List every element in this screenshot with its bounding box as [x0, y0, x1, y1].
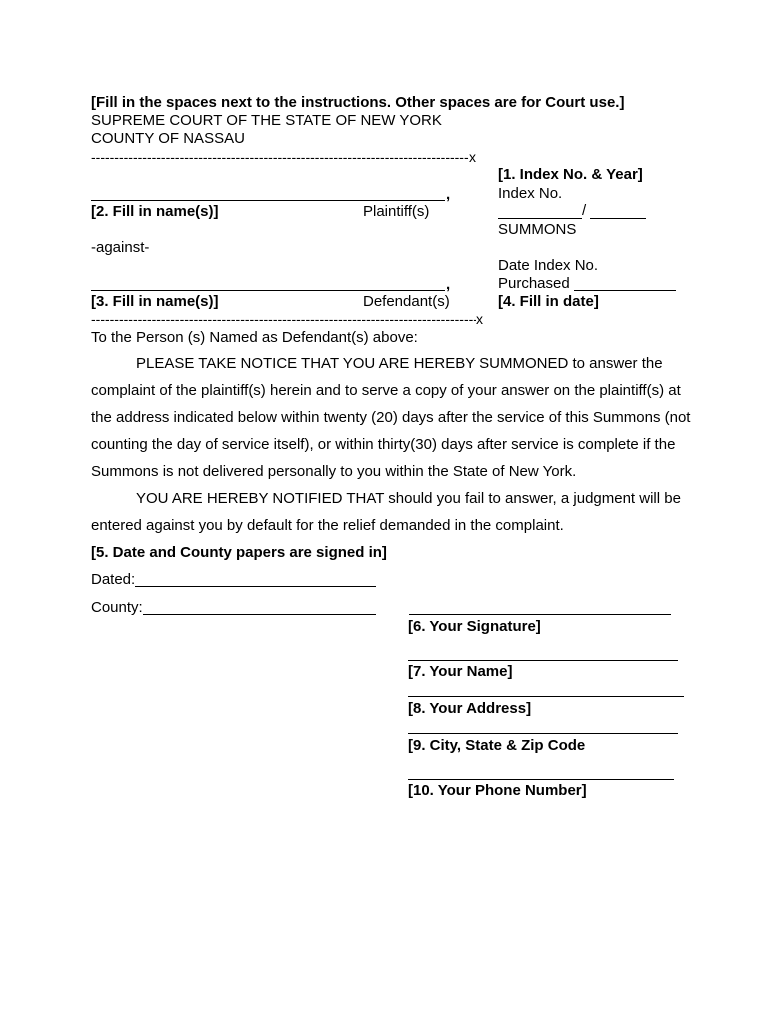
summons-label: SUMMONS	[498, 221, 577, 238]
caption-top-x: x	[469, 149, 476, 165]
notice-line: counting the day of service itself), or within thirty(30) days after service is complete if the	[91, 436, 676, 453]
address-instruction: [8. Your Address]	[408, 700, 532, 717]
purchased-label: Purchased	[498, 275, 570, 292]
court-name: SUPREME COURT OF THE STATE OF NEW YORK	[91, 112, 442, 129]
address-field[interactable]	[408, 696, 684, 697]
date-index-label: Date Index No.	[498, 257, 599, 274]
index-slash: /	[582, 202, 587, 219]
county-name: COUNTY OF NASSAU	[91, 130, 245, 147]
county-field[interactable]	[143, 614, 376, 615]
index-number-field[interactable]	[498, 218, 582, 219]
defendant-comma: ,	[446, 276, 451, 293]
date-county-instruction: [5. Date and County papers are signed in]	[91, 544, 387, 561]
plaintiff-instruction: [2. Fill in name(s)]	[91, 203, 219, 220]
name-instruction: [7. Your Name]	[408, 663, 513, 680]
notified-line: entered against you by default for the relief demanded in the complaint.	[91, 517, 564, 534]
dated-label: Dated:	[91, 571, 136, 588]
notice-line: Summons is not delivered personally to you within the State of New York.	[91, 463, 577, 480]
name-field[interactable]	[408, 660, 678, 661]
caption-bottom-x: x	[476, 311, 483, 327]
index-year-field[interactable]	[590, 218, 646, 219]
dated-field[interactable]	[135, 586, 376, 587]
signature-instruction: [6. Your Signature]	[408, 618, 541, 635]
notice-paragraph	[91, 350, 691, 539]
plaintiff-comma: ,	[446, 186, 451, 203]
against-label: -against-	[91, 239, 150, 256]
defendant-label: Defendant(s)	[363, 293, 450, 310]
county-label: County:	[91, 599, 143, 616]
defendant-instruction: [3. Fill in name(s)]	[91, 293, 219, 310]
notice-line: the address indicated below within twenty (20) days after the service of this Summons (not	[91, 409, 691, 426]
purchased-date-field[interactable]	[574, 290, 676, 291]
plaintiff-label: Plaintiff(s)	[363, 203, 430, 220]
phone-instruction: [10. Your Phone Number]	[408, 782, 587, 799]
date-instruction: [4. Fill in date]	[498, 293, 599, 310]
signature-field[interactable]	[409, 614, 671, 615]
notice-line: PLEASE TAKE NOTICE THAT YOU ARE HEREBY SUMMONED to answer the	[136, 355, 663, 372]
caption-top-dashed-line	[91, 149, 469, 165]
city-state-zip-field[interactable]	[408, 733, 678, 734]
notice-line: complaint of the plaintiff(s) herein and to serve a copy of your answer on the plaintiff(s) at	[91, 382, 681, 399]
index-no-label: Index No.	[498, 185, 563, 202]
salutation: To the Person (s) Named as Defendant(s) above:	[91, 329, 418, 346]
instruction-header: [Fill in the spaces next to the instructions. Other spaces are for Court use.]	[91, 94, 625, 111]
caption-bottom-dashed-line	[91, 311, 476, 327]
notified-line: YOU ARE HEREBY NOTIFIED THAT should you fail to answer, a judgment will be	[136, 490, 681, 507]
city-state-zip-instruction: [9. City, State & Zip Code	[408, 737, 586, 754]
defendant-name-field[interactable]	[91, 290, 445, 291]
phone-field[interactable]	[408, 779, 674, 780]
plaintiff-name-field[interactable]	[91, 200, 445, 201]
index-no-instruction: [1. Index No. & Year]	[498, 166, 643, 183]
